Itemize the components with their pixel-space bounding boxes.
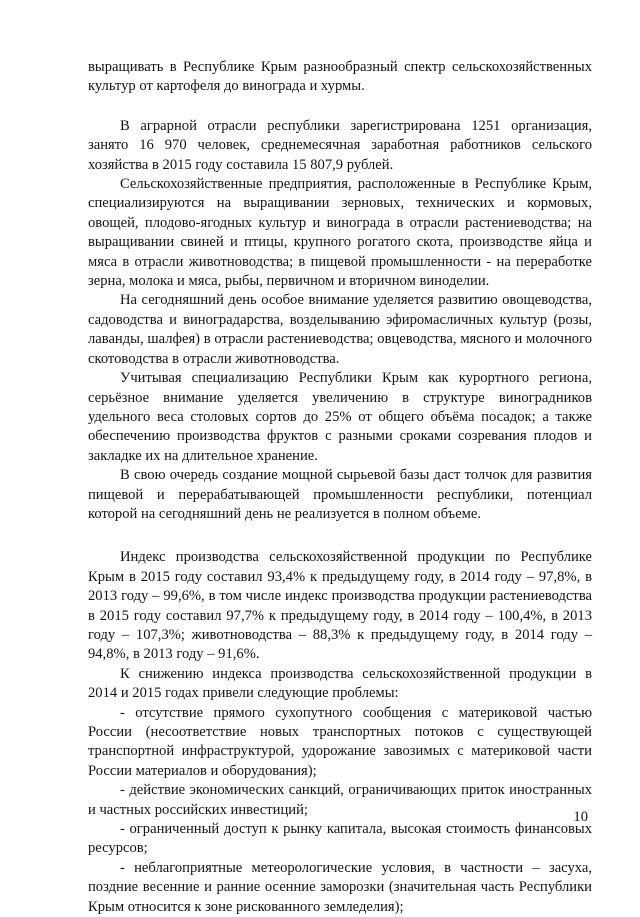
page-body (88, 58, 592, 917)
list-item-transport: - отсутствие прямого сухопутного сообщения с материковой частью России (несоответствие новых транспортных потоков с существующей транспортной инфраструктурой, удорожание завозимых с материковой части России материалов и оборудования); (88, 704, 592, 779)
list-item-capital-access: - ограниченный доступ к рынку капитала, высокая стоимость финансовых ресурсов; (88, 821, 592, 857)
paragraph-specialization: Сельскохозяйственные предприятия, расположенные в Республике Крым, специализируются на выращивании зерновых, технических и кормовых, овощей, плодово-ягодных культур и винограда в отрасли растениеводства; на выращивании свиней и птицы, крупного рогатого скота, производстве яйца и мяса в отрасли животноводства; в пищевой промышленности - на переработке зерна, молока и мяса, рыбы, первичном и вторичном виноделии. (88, 176, 592, 290)
page-number: 10 (573, 809, 588, 825)
paragraph-organizations: В аграрной отрасли республики зарегистрирована 1251 организация, занято 16 970 человек, среднемесячная заработная работников сельского хозяйства в 2015 году составила 15 807,9 рублей. (88, 117, 592, 173)
paragraph-crop-spectrum: выращивать в Республике Крым разнообразный спектр сельскохозяйственных культур от картофеля до винограда и хурмы. (88, 59, 592, 95)
paragraph-raw-material-base: В свою очередь создание мощной сырьевой базы даст толчок для развития пищевой и перерабатывающей промышленности республики, потенциал которой на сегодняшний день не реализуется в полном объеме. (88, 467, 592, 522)
paragraph-problems-intro: К снижению индекса производства сельскохозяйственной продукции в 2014 и 2015 годах привели следующие проблемы: (88, 665, 592, 702)
paragraph-production-index: Индекс производства сельскохозяйственной продукции по Республике Крым в 2015 году составил 93,4% к предыдущему году, в 2014 году – 97,8%, в 2013 году – 99,6%, в том числе индекс производства продукции растениеводства в 2015 году составил 97,7% к предыдущему году, в 2014 году – 100,4%, в 2013 году – 107,3%; животноводства – 88,3% к предыдущему году, в 2014 году – 94,8%, в 2013 году – 91,6%. (88, 549, 592, 663)
list-item-sanctions: - действие экономических санкций, ограничивающих приток иностранных и частных российских инвестиций; (88, 782, 592, 818)
paragraph-development-focus: На сегодняшний день особое внимание уделяется развитию овощеводства, садоводства и виноградарства, возделыванию эфиромасличных культур (розы, лаванды, шалфея) в отрасли растениеводства; овцеводства, мясного и молочного скотоводства в отрасли животноводства. (88, 292, 592, 367)
paragraph-resort-region: Учитывая специализацию Республики Крым как курортного региона, серьёзное внимание уделяется увеличению в структуре виноградников удельного веса столовых сортов до 25% от общего объёма посадок; а также обеспечению производства фруктов с разными сроками созревания плодов и закладке их на длительное хранение. (88, 370, 592, 464)
list-item-weather: - неблагоприятные метеорологические условия, в частности – засуха, поздние весенние и ранние осенние заморозки (значительная часть Республики Крым относится к зоне рискованного земледелия); (88, 859, 592, 915)
